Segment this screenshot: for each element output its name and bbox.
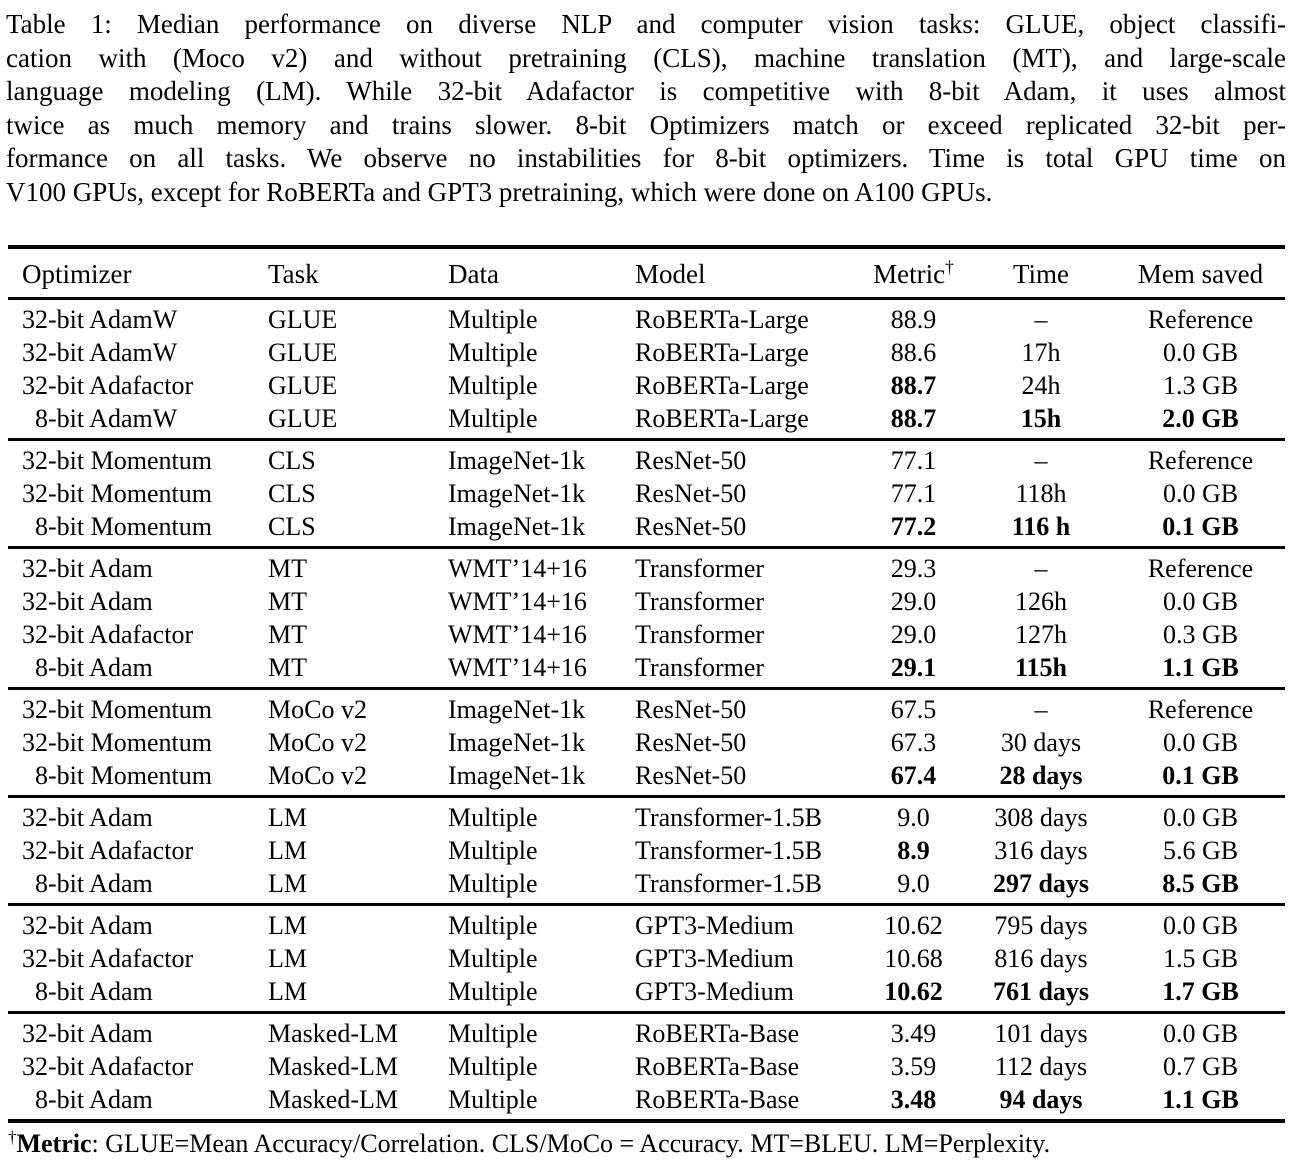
table-cell: GLUE xyxy=(268,338,338,367)
table-cell: ImageNet-1k xyxy=(448,479,586,508)
table-cell: Multiple xyxy=(448,1052,538,1081)
table-cell: 32-bit Adafactor xyxy=(22,944,194,973)
table-cell: Multiple xyxy=(448,944,538,973)
table-cell: Transformer xyxy=(635,587,765,616)
table-cell: 795 days xyxy=(994,911,1088,940)
table-row xyxy=(8,477,1285,510)
table-cell: 5.6 GB xyxy=(1162,836,1239,865)
table-cell: 1.1 GB xyxy=(1162,653,1239,682)
table-group xyxy=(8,689,1285,797)
table-cell: 297 days xyxy=(992,869,1090,898)
table-cell: 0.1 GB xyxy=(1162,512,1239,541)
table-cell: RoBERTa-Large xyxy=(635,305,809,334)
table-cell: 8.5 GB xyxy=(1162,869,1239,898)
table-cell: Reference xyxy=(1147,695,1254,724)
table-cell: 816 days xyxy=(994,944,1088,973)
table-cell: LM xyxy=(268,911,307,940)
table-footnote xyxy=(8,1128,1285,1160)
table-cell: – xyxy=(1034,305,1048,334)
table-cell: Multiple xyxy=(448,803,538,832)
table-cell: MT xyxy=(268,620,307,649)
dagger-superscript: † xyxy=(8,1127,17,1147)
table-cell: MoCo v2 xyxy=(268,761,367,790)
caption-line: formance on all tasks. We observe no instabilities for 8-bit optimizers. Time is total GPU time on xyxy=(6,143,1286,173)
table-cell: WMT’14+16 xyxy=(448,653,587,682)
table-cell: CLS xyxy=(268,446,316,475)
table-cell: 88.7 xyxy=(890,371,937,400)
caption-line: twice as much memory and trains slower. 8-bit Optimizers match or exceed replicated 32-bit per- xyxy=(6,109,1286,140)
table-row xyxy=(8,942,1285,975)
table-cell: 3.49 xyxy=(890,1019,937,1048)
footnote-text: : GLUE=Mean Accuracy/Correlation. CLS/MoCo = Accuracy. MT=BLEU. LM=Perplexity. xyxy=(91,1129,1051,1158)
table-cell: – xyxy=(1034,554,1048,583)
table-cell: 0.0 GB xyxy=(1162,479,1239,508)
table-cell: Multiple xyxy=(448,371,538,400)
caption-line: V100 GPUs, except for RoBERTa and GPT3 pretraining, which were done on A100 GPUs. xyxy=(6,176,993,207)
table-cell: CLS xyxy=(268,512,316,541)
caption-line: cation with (Moco v2) and without pretraining (CLS), machine translation (MT), and large-scale xyxy=(6,42,1286,73)
table-caption xyxy=(6,8,1286,209)
table-cell: LM xyxy=(268,944,307,973)
column-header-time: Time xyxy=(1012,259,1070,289)
table-cell: 0.0 GB xyxy=(1162,803,1239,832)
table-cell: 24h xyxy=(1021,371,1061,400)
table-cell: LM xyxy=(268,836,307,865)
caption-line: language modeling (LM). While 32-bit Adafactor is competitive with 8-bit Adam, it uses almost xyxy=(6,76,1286,106)
table-row xyxy=(8,299,1285,337)
table-cell: Transformer xyxy=(635,653,765,682)
column-header-model: Model xyxy=(635,259,706,289)
table-cell: 0.0 GB xyxy=(1162,338,1239,367)
table-cell: 77.2 xyxy=(890,512,937,541)
table-cell: MoCo v2 xyxy=(268,695,367,724)
table-cell: 8-bit Momentum xyxy=(35,512,212,541)
table-cell: ImageNet-1k xyxy=(448,446,586,475)
column-header-optimizer: Optimizer xyxy=(22,259,132,289)
table-cell: Transformer-1.5B xyxy=(635,803,823,832)
table-cell: Multiple xyxy=(448,977,538,1006)
table-row xyxy=(8,1083,1285,1121)
table-cell: LM xyxy=(268,977,307,1006)
table-cell: 10.68 xyxy=(884,944,943,973)
table-cell: ResNet-50 xyxy=(635,446,747,475)
table-cell: Multiple xyxy=(448,836,538,865)
table-cell: WMT’14+16 xyxy=(448,620,587,649)
dagger-superscript: † xyxy=(945,257,954,277)
table-cell: Multiple xyxy=(448,869,538,898)
table-cell: 127h xyxy=(1015,620,1067,649)
table-cell: RoBERTa-Large xyxy=(635,404,809,433)
table-row xyxy=(8,759,1285,797)
table-cell: 32-bit AdamW xyxy=(22,305,178,334)
table-cell: ResNet-50 xyxy=(635,512,747,541)
table-cell: 1.5 GB xyxy=(1162,944,1239,973)
table-cell: 112 days xyxy=(994,1052,1088,1081)
table-cell: 28 days xyxy=(999,761,1083,790)
table-cell: 15h xyxy=(1020,404,1062,433)
table-cell: 67.4 xyxy=(890,761,937,790)
table-cell: 8-bit AdamW xyxy=(35,404,178,433)
table-cell: 10.62 xyxy=(884,911,943,940)
table-cell: 29.3 xyxy=(890,554,937,583)
table-cell: 316 days xyxy=(994,836,1088,865)
results-table xyxy=(8,245,1285,1123)
table-cell: GLUE xyxy=(268,371,338,400)
table-group xyxy=(8,548,1285,689)
table-cell: Masked-LM xyxy=(268,1085,398,1114)
table-cell: Multiple xyxy=(448,338,538,367)
table-cell: Transformer-1.5B xyxy=(635,869,823,898)
table-cell: GPT3-Medium xyxy=(635,977,794,1006)
table-cell: RoBERTa-Large xyxy=(635,371,809,400)
table-group xyxy=(8,1013,1285,1122)
table-cell: 10.62 xyxy=(884,977,943,1006)
table-cell: 30 days xyxy=(1000,728,1082,757)
table-cell: ImageNet-1k xyxy=(448,695,586,724)
table-cell: 0.3 GB xyxy=(1162,620,1239,649)
table-cell: Multiple xyxy=(448,1019,538,1048)
table-row xyxy=(8,834,1285,867)
table-cell: 0.0 GB xyxy=(1162,728,1239,757)
table-row xyxy=(8,336,1285,369)
table-cell: 8-bit Adam xyxy=(35,977,153,1006)
table-cell: 17h xyxy=(1021,338,1061,367)
table-cell: MT xyxy=(268,587,307,616)
table-cell: GPT3-Medium xyxy=(635,944,794,973)
table-cell: 88.7 xyxy=(890,404,937,433)
table-cell: 67.5 xyxy=(890,695,937,724)
caption-line: Table 1: Median performance on diverse NLP and computer vision tasks: GLUE, object classifi- xyxy=(6,9,1286,39)
table-cell: 101 days xyxy=(994,1019,1088,1048)
table-header-row xyxy=(8,247,1285,299)
column-header-task: Task xyxy=(268,259,319,289)
table-cell: 8-bit Momentum xyxy=(35,761,212,790)
table-cell: Masked-LM xyxy=(268,1052,398,1081)
table-cell: 88.9 xyxy=(890,305,937,334)
table-cell: GLUE xyxy=(268,404,338,433)
table-cell: ImageNet-1k xyxy=(448,512,586,541)
table-cell: Reference xyxy=(1147,554,1254,583)
table-row xyxy=(8,440,1285,478)
table-cell: 9.0 xyxy=(897,803,930,832)
table-cell: – xyxy=(1034,695,1048,724)
table-cell: Masked-LM xyxy=(268,1019,398,1048)
table-cell: MT xyxy=(268,653,307,682)
table-cell: 9.0 xyxy=(897,869,930,898)
table-cell: ImageNet-1k xyxy=(448,761,586,790)
table-cell: Transformer-1.5B xyxy=(635,836,823,865)
table-cell: 32-bit Adam xyxy=(22,911,153,940)
table-cell: MoCo v2 xyxy=(268,728,367,757)
table-cell: GPT3-Medium xyxy=(635,911,794,940)
table-row xyxy=(8,651,1285,689)
table-cell: 32-bit Momentum xyxy=(22,446,212,475)
table-row xyxy=(8,548,1285,586)
table-cell: 126h xyxy=(1015,587,1067,616)
table-cell: 0.0 GB xyxy=(1162,1019,1239,1048)
table-cell: 32-bit Adam xyxy=(22,587,153,616)
table-row xyxy=(8,689,1285,727)
table-cell: Multiple xyxy=(448,404,538,433)
table-cell: RoBERTa-Base xyxy=(635,1019,800,1048)
table-row xyxy=(8,1050,1285,1083)
table-cell: ResNet-50 xyxy=(635,695,747,724)
table-cell: 761 days xyxy=(992,977,1090,1006)
table-cell: 29.1 xyxy=(890,653,937,682)
column-header-metric: Metric† xyxy=(873,257,954,289)
table-group xyxy=(8,797,1285,905)
table-row xyxy=(8,618,1285,651)
table-cell: 32-bit Adam xyxy=(22,554,153,583)
table-cell: 29.0 xyxy=(890,587,937,616)
table-cell: Reference xyxy=(1147,446,1254,475)
table-cell: Transformer xyxy=(635,554,765,583)
table-row xyxy=(8,402,1285,440)
table-cell: 8-bit Adam xyxy=(35,653,153,682)
table-row xyxy=(8,975,1285,1013)
table-cell: 32-bit Adafactor xyxy=(22,836,194,865)
table-cell: 0.1 GB xyxy=(1162,761,1239,790)
table-cell: LM xyxy=(268,803,307,832)
table-cell: – xyxy=(1034,446,1048,475)
table-cell: 116 h xyxy=(1011,512,1071,541)
table-cell: 32-bit Adam xyxy=(22,1019,153,1048)
table-cell: 0.7 GB xyxy=(1162,1052,1239,1081)
table-cell: 8-bit Adam xyxy=(35,1085,153,1114)
table-group xyxy=(8,905,1285,1013)
table-row xyxy=(8,369,1285,402)
table-row xyxy=(8,585,1285,618)
table-row xyxy=(8,726,1285,759)
table-cell: 29.0 xyxy=(890,620,937,649)
table-cell: ImageNet-1k xyxy=(448,728,586,757)
table-cell: 32-bit Adafactor xyxy=(22,371,194,400)
table-cell: 115h xyxy=(1014,653,1068,682)
table-cell: 32-bit Momentum xyxy=(22,479,212,508)
table-cell: WMT’14+16 xyxy=(448,587,587,616)
table-cell: 308 days xyxy=(994,803,1088,832)
table-cell: CLS xyxy=(268,479,316,508)
table-cell: RoBERTa-Large xyxy=(635,338,809,367)
table-cell: 3.48 xyxy=(890,1085,937,1114)
table-cell: 32-bit Momentum xyxy=(22,728,212,757)
table-cell: 118h xyxy=(1015,479,1067,508)
table-group xyxy=(8,440,1285,548)
table-cell: LM xyxy=(268,869,307,898)
table-cell: 8.9 xyxy=(897,836,930,865)
table-row xyxy=(8,1013,1285,1051)
table-cell: 1.7 GB xyxy=(1162,977,1239,1006)
table-cell: 1.3 GB xyxy=(1162,371,1239,400)
table-row xyxy=(8,510,1285,548)
table-cell: 77.1 xyxy=(890,479,937,508)
table-row xyxy=(8,905,1285,943)
table-cell: 32-bit Momentum xyxy=(22,695,212,724)
table-cell: MT xyxy=(268,554,307,583)
table-cell: Transformer xyxy=(635,620,765,649)
table-cell: 32-bit Adafactor xyxy=(22,620,194,649)
table-cell: 32-bit Adam xyxy=(22,803,153,832)
table-cell: ResNet-50 xyxy=(635,479,747,508)
column-header-mem-saved: Mem saved xyxy=(1137,259,1264,289)
table-cell: 0.0 GB xyxy=(1162,587,1239,616)
table-cell: 88.6 xyxy=(890,338,937,367)
table-cell: 1.1 GB xyxy=(1162,1085,1239,1114)
table-cell: 67.3 xyxy=(890,728,937,757)
table-cell: ResNet-50 xyxy=(635,761,747,790)
table-cell: 77.1 xyxy=(890,446,937,475)
table-cell: 94 days xyxy=(999,1085,1083,1114)
table-cell: WMT’14+16 xyxy=(448,554,587,583)
table-group xyxy=(8,299,1285,440)
table-cell: Multiple xyxy=(448,305,538,334)
table-cell: 2.0 GB xyxy=(1162,404,1239,433)
table-cell: RoBERTa-Base xyxy=(635,1052,800,1081)
table-cell: 32-bit AdamW xyxy=(22,338,178,367)
table-cell: 3.59 xyxy=(890,1052,937,1081)
table-row xyxy=(8,797,1285,835)
column-header-data: Data xyxy=(448,259,499,289)
table-cell: Reference xyxy=(1147,305,1254,334)
table-cell: ResNet-50 xyxy=(635,728,747,757)
table-cell: 0.0 GB xyxy=(1162,911,1239,940)
table-cell: GLUE xyxy=(268,305,338,334)
table-cell: Multiple xyxy=(448,1085,538,1114)
table-cell: 32-bit Adafactor xyxy=(22,1052,194,1081)
footnote-metric-label: Metric xyxy=(16,1129,92,1158)
table-cell: Multiple xyxy=(448,911,538,940)
table-row xyxy=(8,867,1285,905)
table-cell: RoBERTa-Base xyxy=(635,1085,800,1114)
table-cell: 8-bit Adam xyxy=(35,869,153,898)
